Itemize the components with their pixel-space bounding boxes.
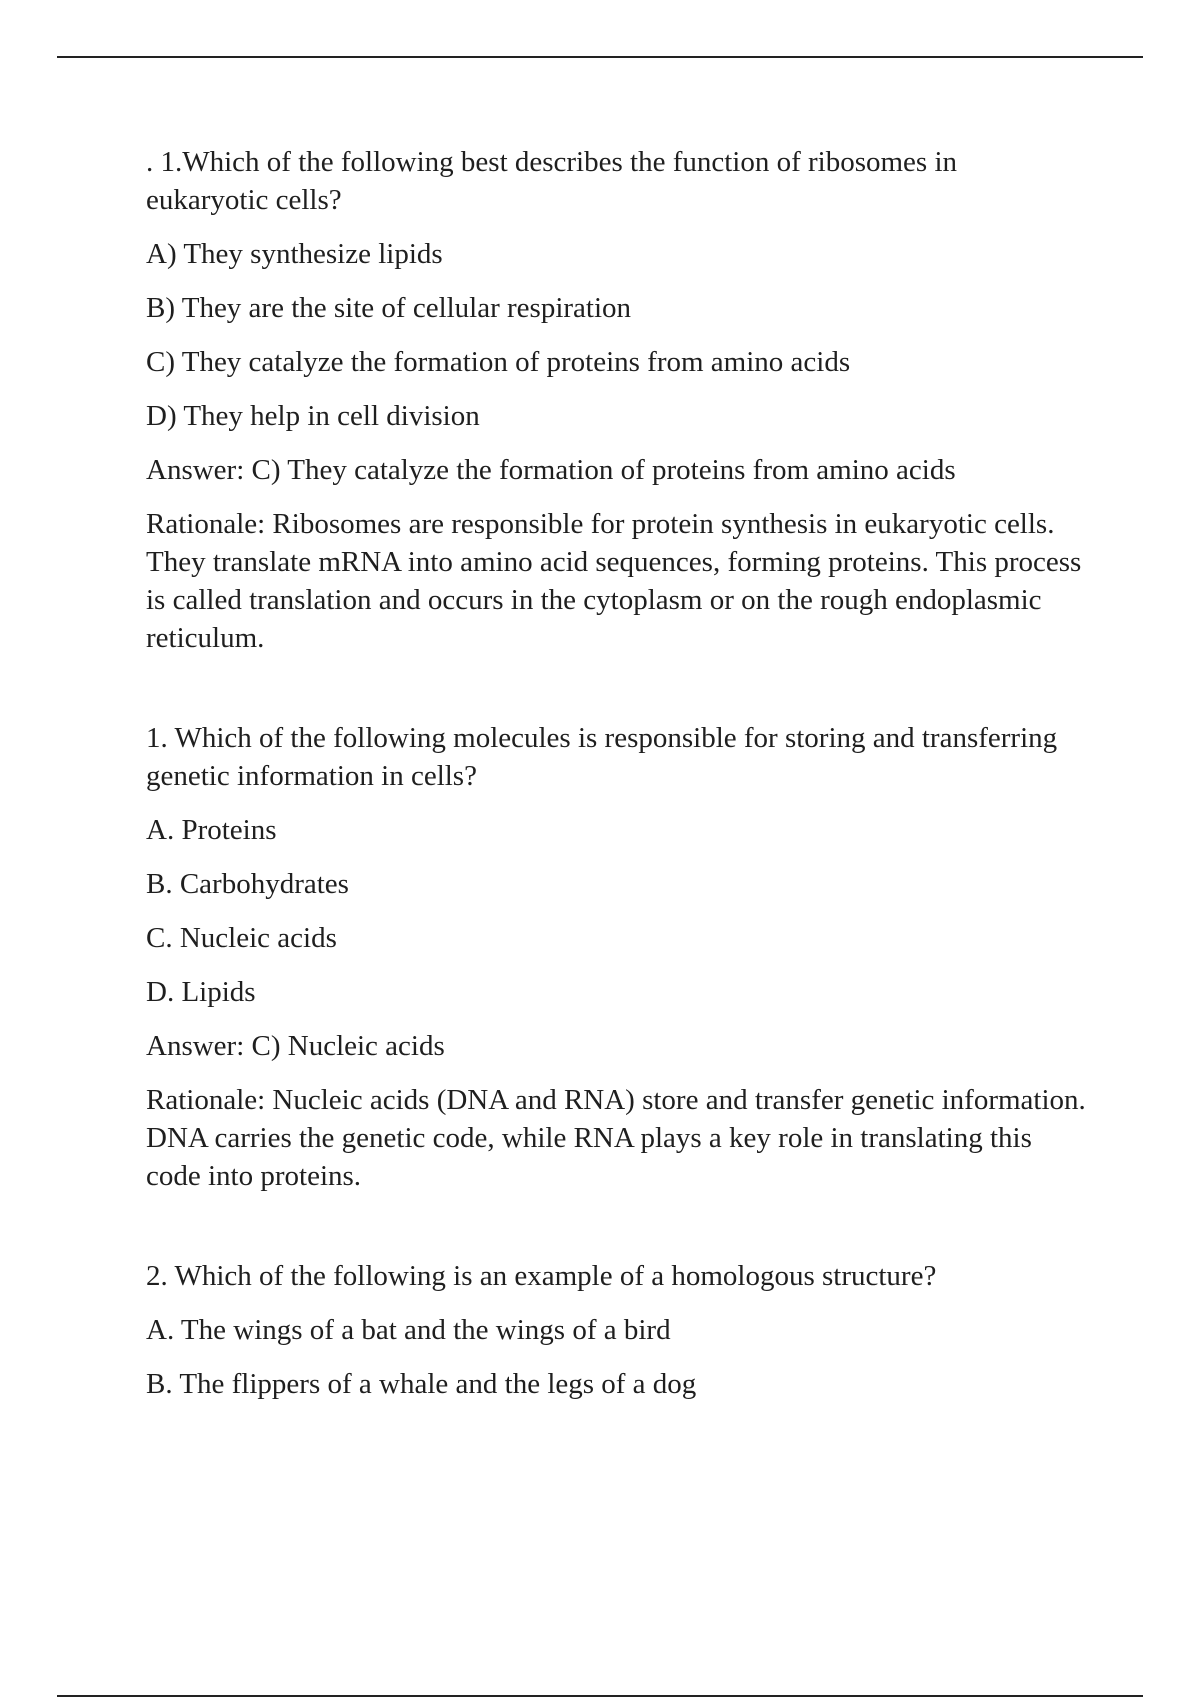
option-d: D) They help in cell division bbox=[146, 400, 480, 432]
option-a: A. The wings of a bat and the wings of a bird bbox=[146, 1314, 671, 1346]
question-block-3 bbox=[146, 1257, 1086, 1403]
option-b: B) They are the site of cellular respiration bbox=[146, 292, 632, 324]
option-b: B. The flippers of a whale and the legs of a dog bbox=[146, 1368, 697, 1400]
option-c: C) They catalyze the formation of proteins from amino acids bbox=[146, 346, 851, 378]
question-block-1 bbox=[146, 143, 1086, 657]
document-body bbox=[146, 143, 1086, 1419]
bottom-rule bbox=[57, 1695, 1143, 1697]
question-text: 1. Which of the following molecules is responsible for storing and transferring genetic information in cells? bbox=[146, 722, 1058, 792]
option-d: D. Lipids bbox=[146, 976, 256, 1008]
answer-text: Answer: C) Nucleic acids bbox=[146, 1030, 445, 1062]
answer-text: Answer: C) They catalyze the formation of proteins from amino acids bbox=[146, 454, 956, 486]
question-text: 2. Which of the following is an example of a homologous structure? bbox=[146, 1260, 937, 1292]
rationale-text: Rationale: Nucleic acids (DNA and RNA) store and transfer genetic information. DNA carries the genetic code, while RNA plays a key role in translating this code into proteins. bbox=[146, 1084, 1086, 1192]
option-a: A. Proteins bbox=[146, 814, 277, 846]
option-b: B. Carbohydrates bbox=[146, 868, 349, 900]
option-a: A) They synthesize lipids bbox=[146, 238, 443, 270]
question-block-2 bbox=[146, 719, 1086, 1195]
option-c: C. Nucleic acids bbox=[146, 922, 337, 954]
question-text: . 1.Which of the following best describes the function of ribosomes in eukaryotic cells? bbox=[146, 146, 958, 216]
rationale-text: Rationale: Ribosomes are responsible for protein synthesis in eukaryotic cells. They translate mRNA into amino acid sequences, forming proteins. This process is called translation and occurs in the cytoplasm or on the rough endoplasmic reticulum. bbox=[146, 508, 1082, 654]
top-rule bbox=[57, 56, 1143, 58]
